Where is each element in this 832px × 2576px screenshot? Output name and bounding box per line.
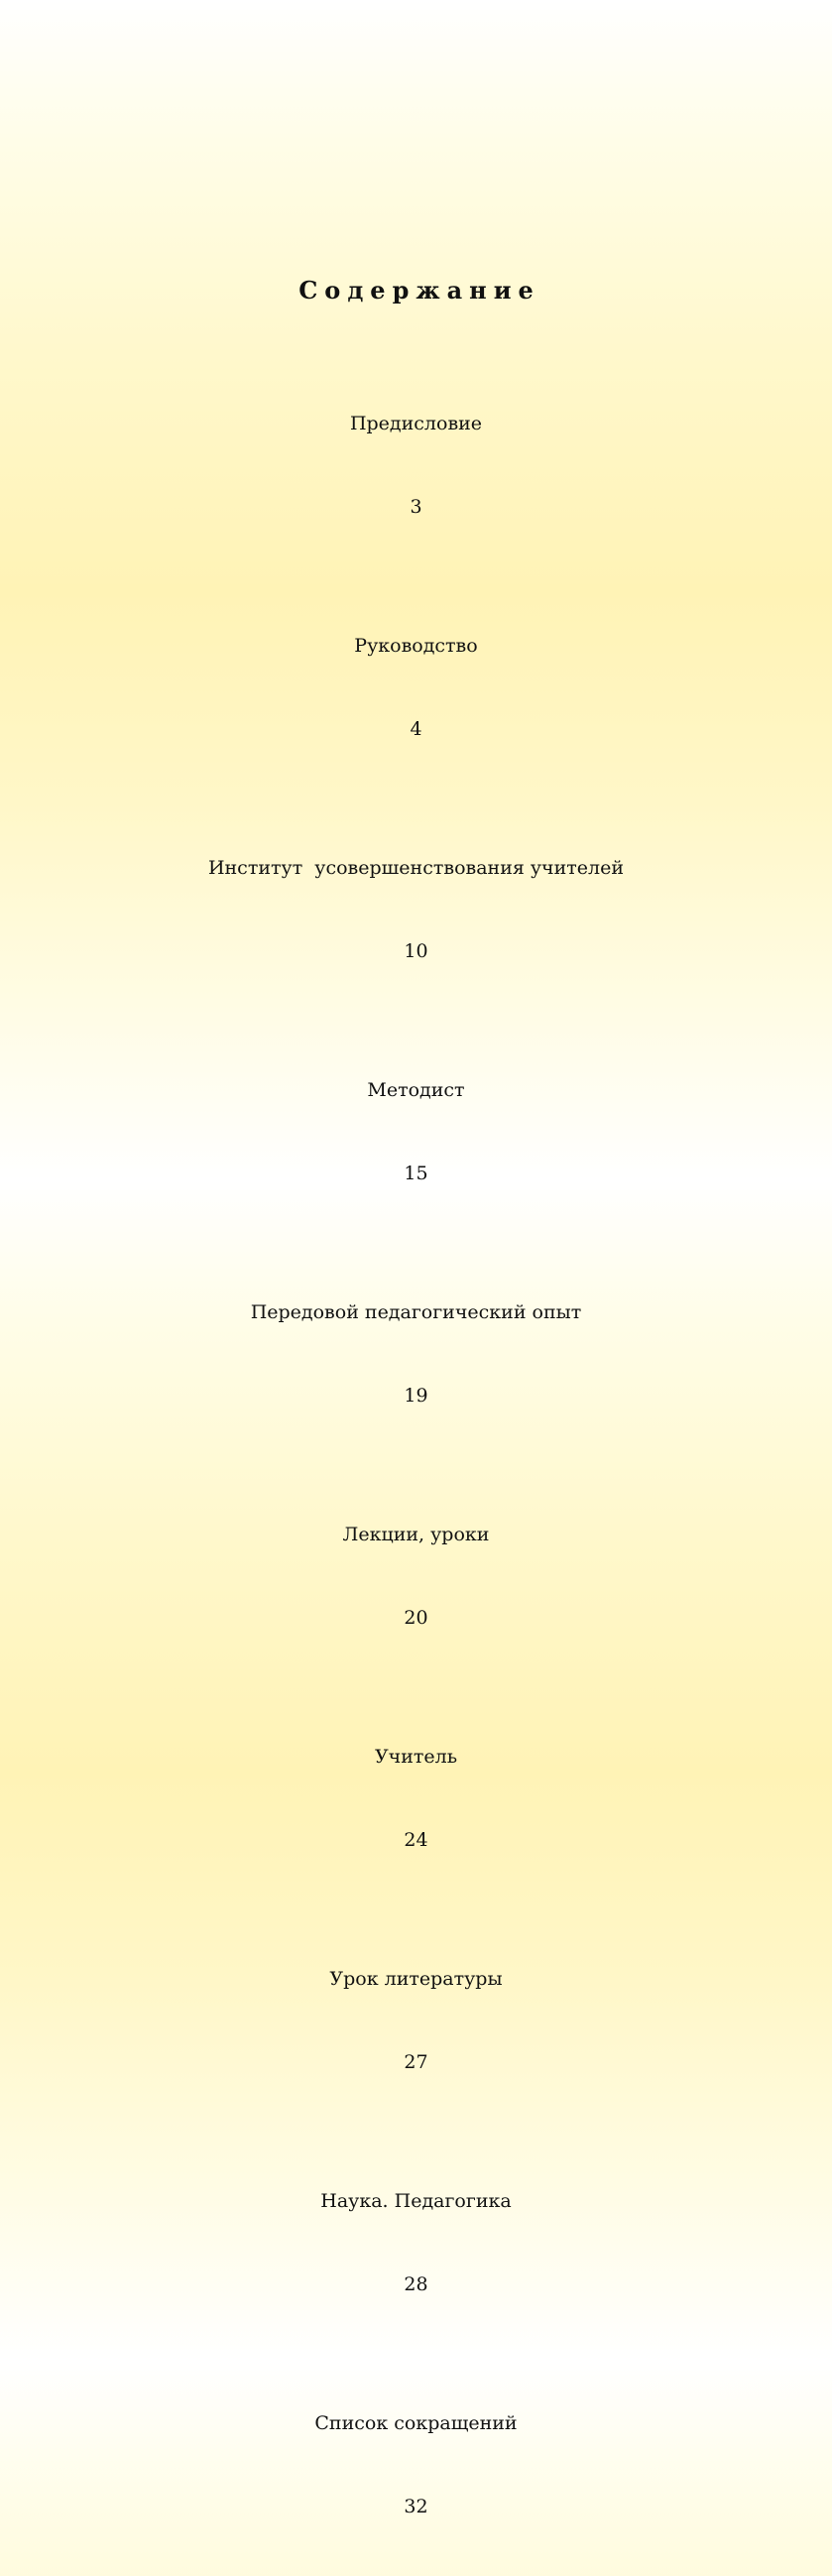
toc-entry-page: 3 xyxy=(410,496,422,518)
toc-entry xyxy=(0,798,832,1021)
toc-entry-page: 15 xyxy=(404,1163,428,1184)
toc-entry xyxy=(0,2132,832,2354)
toc-entry-label: Передовой педагогический опыт xyxy=(250,1301,582,1323)
toc-entry xyxy=(0,576,832,798)
toc-entry-page: 4 xyxy=(410,718,422,740)
toc-entry-page: 32 xyxy=(404,2496,428,2517)
toc-entry-page: 20 xyxy=(404,1607,428,1629)
toc-entry-label: Наука. Педагогика xyxy=(320,2190,512,2212)
toc-entry xyxy=(0,1243,832,1465)
toc-list xyxy=(0,354,832,2576)
toc-entry-label: Методист xyxy=(367,1079,465,1101)
toc-entry xyxy=(0,2354,832,2576)
toc-entry-label: Руководство xyxy=(354,635,478,657)
toc-entry xyxy=(0,1465,832,1687)
toc-entry-page: 27 xyxy=(404,2051,428,2073)
toc-entry-label: Предисловие xyxy=(349,413,483,434)
toc-entry-label: Учитель xyxy=(374,1746,458,1768)
toc-entry-label: Урок литературы xyxy=(329,1968,503,1990)
toc-entry-page: 28 xyxy=(404,2273,428,2295)
toc-entry-label: Лекции, уроки xyxy=(342,1524,490,1545)
toc-entry-label: Институт усовершенствования учителей xyxy=(207,857,625,879)
toc-entry-page: 19 xyxy=(404,1385,428,1407)
toc-title: Содержание xyxy=(298,276,540,305)
toc-entry xyxy=(0,354,832,576)
toc-entry-page: 24 xyxy=(404,1829,428,1851)
toc-entry xyxy=(0,1021,832,1243)
toc-entry-label: Список сокращений xyxy=(314,2412,518,2434)
toc-entry xyxy=(0,1687,832,1909)
toc-entry-page: 10 xyxy=(404,940,428,962)
toc-entry xyxy=(0,1909,832,2132)
